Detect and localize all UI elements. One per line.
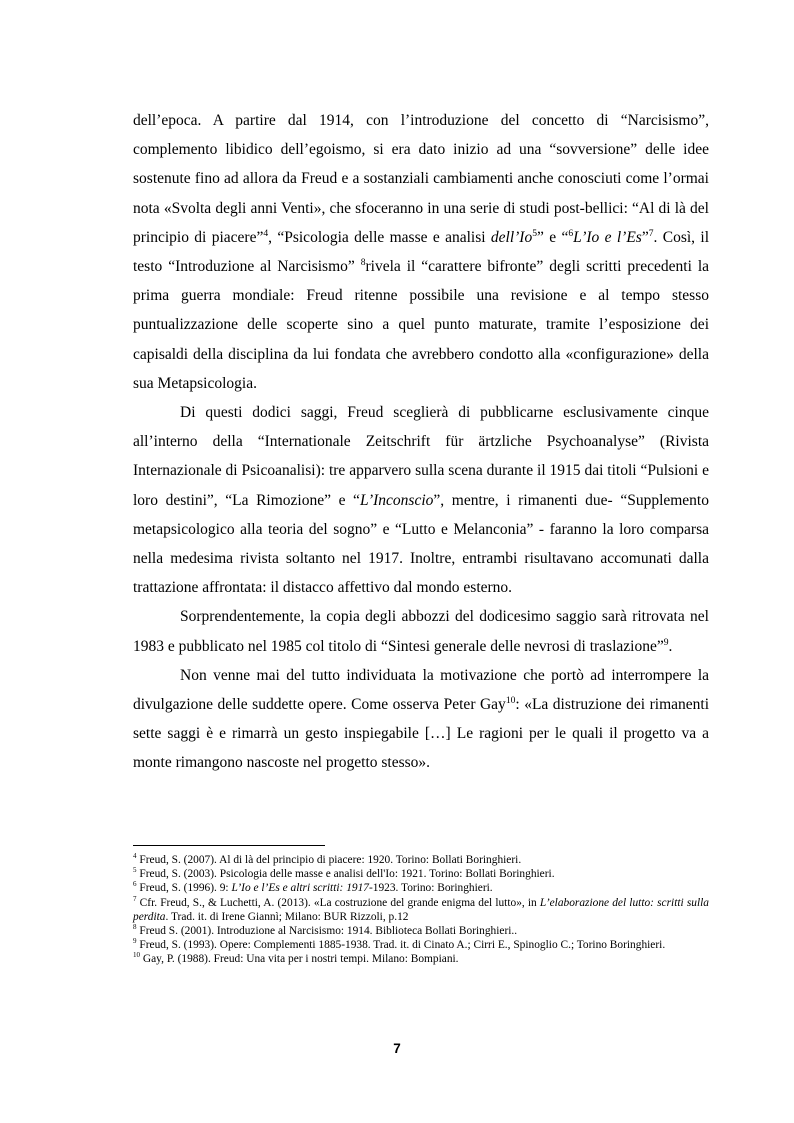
italic-text: L’Io e l’Es e altri scritti: 1917 [231, 882, 369, 895]
footnote-ref: 6 [568, 227, 574, 239]
text-run: -1923. Torino: Boringhieri. [368, 882, 493, 895]
text-run: . [668, 637, 673, 655]
text-run: ” e “ [537, 228, 569, 246]
text-run: : «La distruzione dei rimanenti sette saggi è e rimarrà un gesto inspiegabile […] Le ragioni per le quali il progetto va a monte rimangono nascoste nel progetto stesso». [133, 696, 710, 772]
text-run: . Trad. it. di Irene Giannì; Milano: BUR Rizzoli, p.12 [165, 910, 409, 923]
italic-text: dell’Io [490, 228, 533, 246]
text-run: ”, mentre, i rimanenti due- “Supplemento metapsicologico alla teoria del sogno” e “Lutto e Melanconia” - faranno la loro comparsa nella medesima rivista soltanto nel 1917. Inoltre, entrambi risultavano accomunati dalla trattazione affrontata: il distacco affettivo dal mondo esterno. [133, 491, 709, 597]
paragraph [133, 661, 709, 778]
footnote-ref: 9 [663, 636, 669, 648]
footnote [133, 881, 709, 895]
text-run: Freud, S. (1993). Opere: Complementi 1885-1938. Trad. it. di Cinato A.; Cirri E., Spinoglio C.; Torino Boringhieri. [136, 939, 666, 952]
footnote-ref: 4 [133, 852, 137, 861]
page-number: 7 [393, 1041, 401, 1056]
footnotes [133, 853, 709, 967]
footnote [133, 938, 709, 952]
footnote [133, 896, 709, 924]
footnote-ref: 8 [133, 923, 137, 932]
text-run: Freud, S. (2003). Psicologia delle masse e analisi dell'Io: 1921. Torino: Bollati Boringhieri. [136, 868, 555, 881]
footnote-ref: 10 [505, 694, 516, 706]
text-run: Gay, P. (1988). Freud: Una vita per i nostri tempi. Milano: Bompiani. [140, 953, 459, 966]
italic-text: L’Inconscio [359, 491, 434, 509]
italic-text: L’elaborazione del lutto: scritti sulla perdita [133, 896, 710, 923]
text-run: . Così, il testo “Introduzione al Narcisismo” [133, 228, 709, 276]
footnote [133, 924, 709, 938]
italic-text: L’Io e l’Es [573, 228, 642, 246]
footnote-ref: 9 [133, 937, 137, 946]
text-run: Non venne mai del tutto individuata la motivazione che portò ad interrompere la divulgazione delle suddette opere. Come osserva Peter Gay [133, 666, 709, 714]
text-run: Freud S. (2001). Introduzione al Narcisismo: 1914. Biblioteca Bollati Boringhieri.. [136, 925, 518, 938]
footnote [133, 952, 709, 966]
footnote-ref: 7 [648, 227, 654, 239]
footnote-separator [133, 845, 325, 846]
text-run: ” [641, 228, 649, 246]
paragraph [133, 398, 709, 602]
body-text [133, 106, 709, 778]
footnote-ref: 8 [360, 256, 366, 268]
text-run: Di questi dodici saggi, Freud sceglierà di pubblicarne esclusivamente cinque all’interno della “Internationale Zeitschrift für ärtzliche Psychoanalyse” (Rivista Internazionale di Psicoanalisi): tre apparvero sulla scena durante il 1915 dai titoli “Pulsioni e loro destini”, “La Rimozione” e “ [133, 404, 709, 509]
footnote-ref: 5 [532, 227, 538, 239]
text-run: Freud, S. (2007). Al di là del principio di piacere: 1920. Torino: Bollati Boringhieri. [136, 854, 522, 866]
footnote [133, 853, 709, 867]
footnote-ref: 5 [133, 866, 137, 875]
footnote-ref: 4 [263, 227, 269, 239]
text-run: Freud, S. (1996). 9: [136, 882, 232, 895]
footnote-ref: 7 [133, 894, 137, 903]
text-run: , “Psicologia delle masse e analisi [268, 228, 491, 246]
paragraph [133, 602, 709, 660]
footnote-ref: 10 [133, 951, 141, 960]
footnote [133, 867, 709, 881]
paragraph [133, 106, 709, 398]
footnote-ref: 6 [133, 880, 137, 889]
text-run: dell’epoca. A partire dal 1914, con l’introduzione del concetto di “Narcisismo”, complemento libidico dell’egoismo, si era dato inizio ad una “sovversione” delle idee sostenute fino ad allora da Freud e a sostanziali cambiamenti anche conosciuti come l’ormai nota «Svolta degli anni Venti», che sfoceranno in una serie di studi post-bellici: “Al di là del principio di piacere” [133, 112, 709, 246]
text-run: rivela il “carattere bifronte” degli scritti precedenti la prima guerra mondiale: Freud ritenne possibile una revisione e al tempo stesso puntualizzazione delle scoperte sino a quel punto maturate, tramite l’esposizione dei capisaldi della disciplina da lui fondata che avrebbero condotto alla «configurazione» della sua Metapsicologia. [133, 258, 710, 392]
text-run: Cfr. Freud, S., & Luchetti, A. (2013). «La costruzione del grande enigma del lutto», in [136, 896, 540, 909]
text-run: Sorprendentemente, la copia degli abbozzi del dodicesimo saggio sarà ritrovata nel 1983 e pubblicato nel 1985 col titolo di “Sintesi generale delle nevrosi di traslazione” [133, 608, 709, 655]
